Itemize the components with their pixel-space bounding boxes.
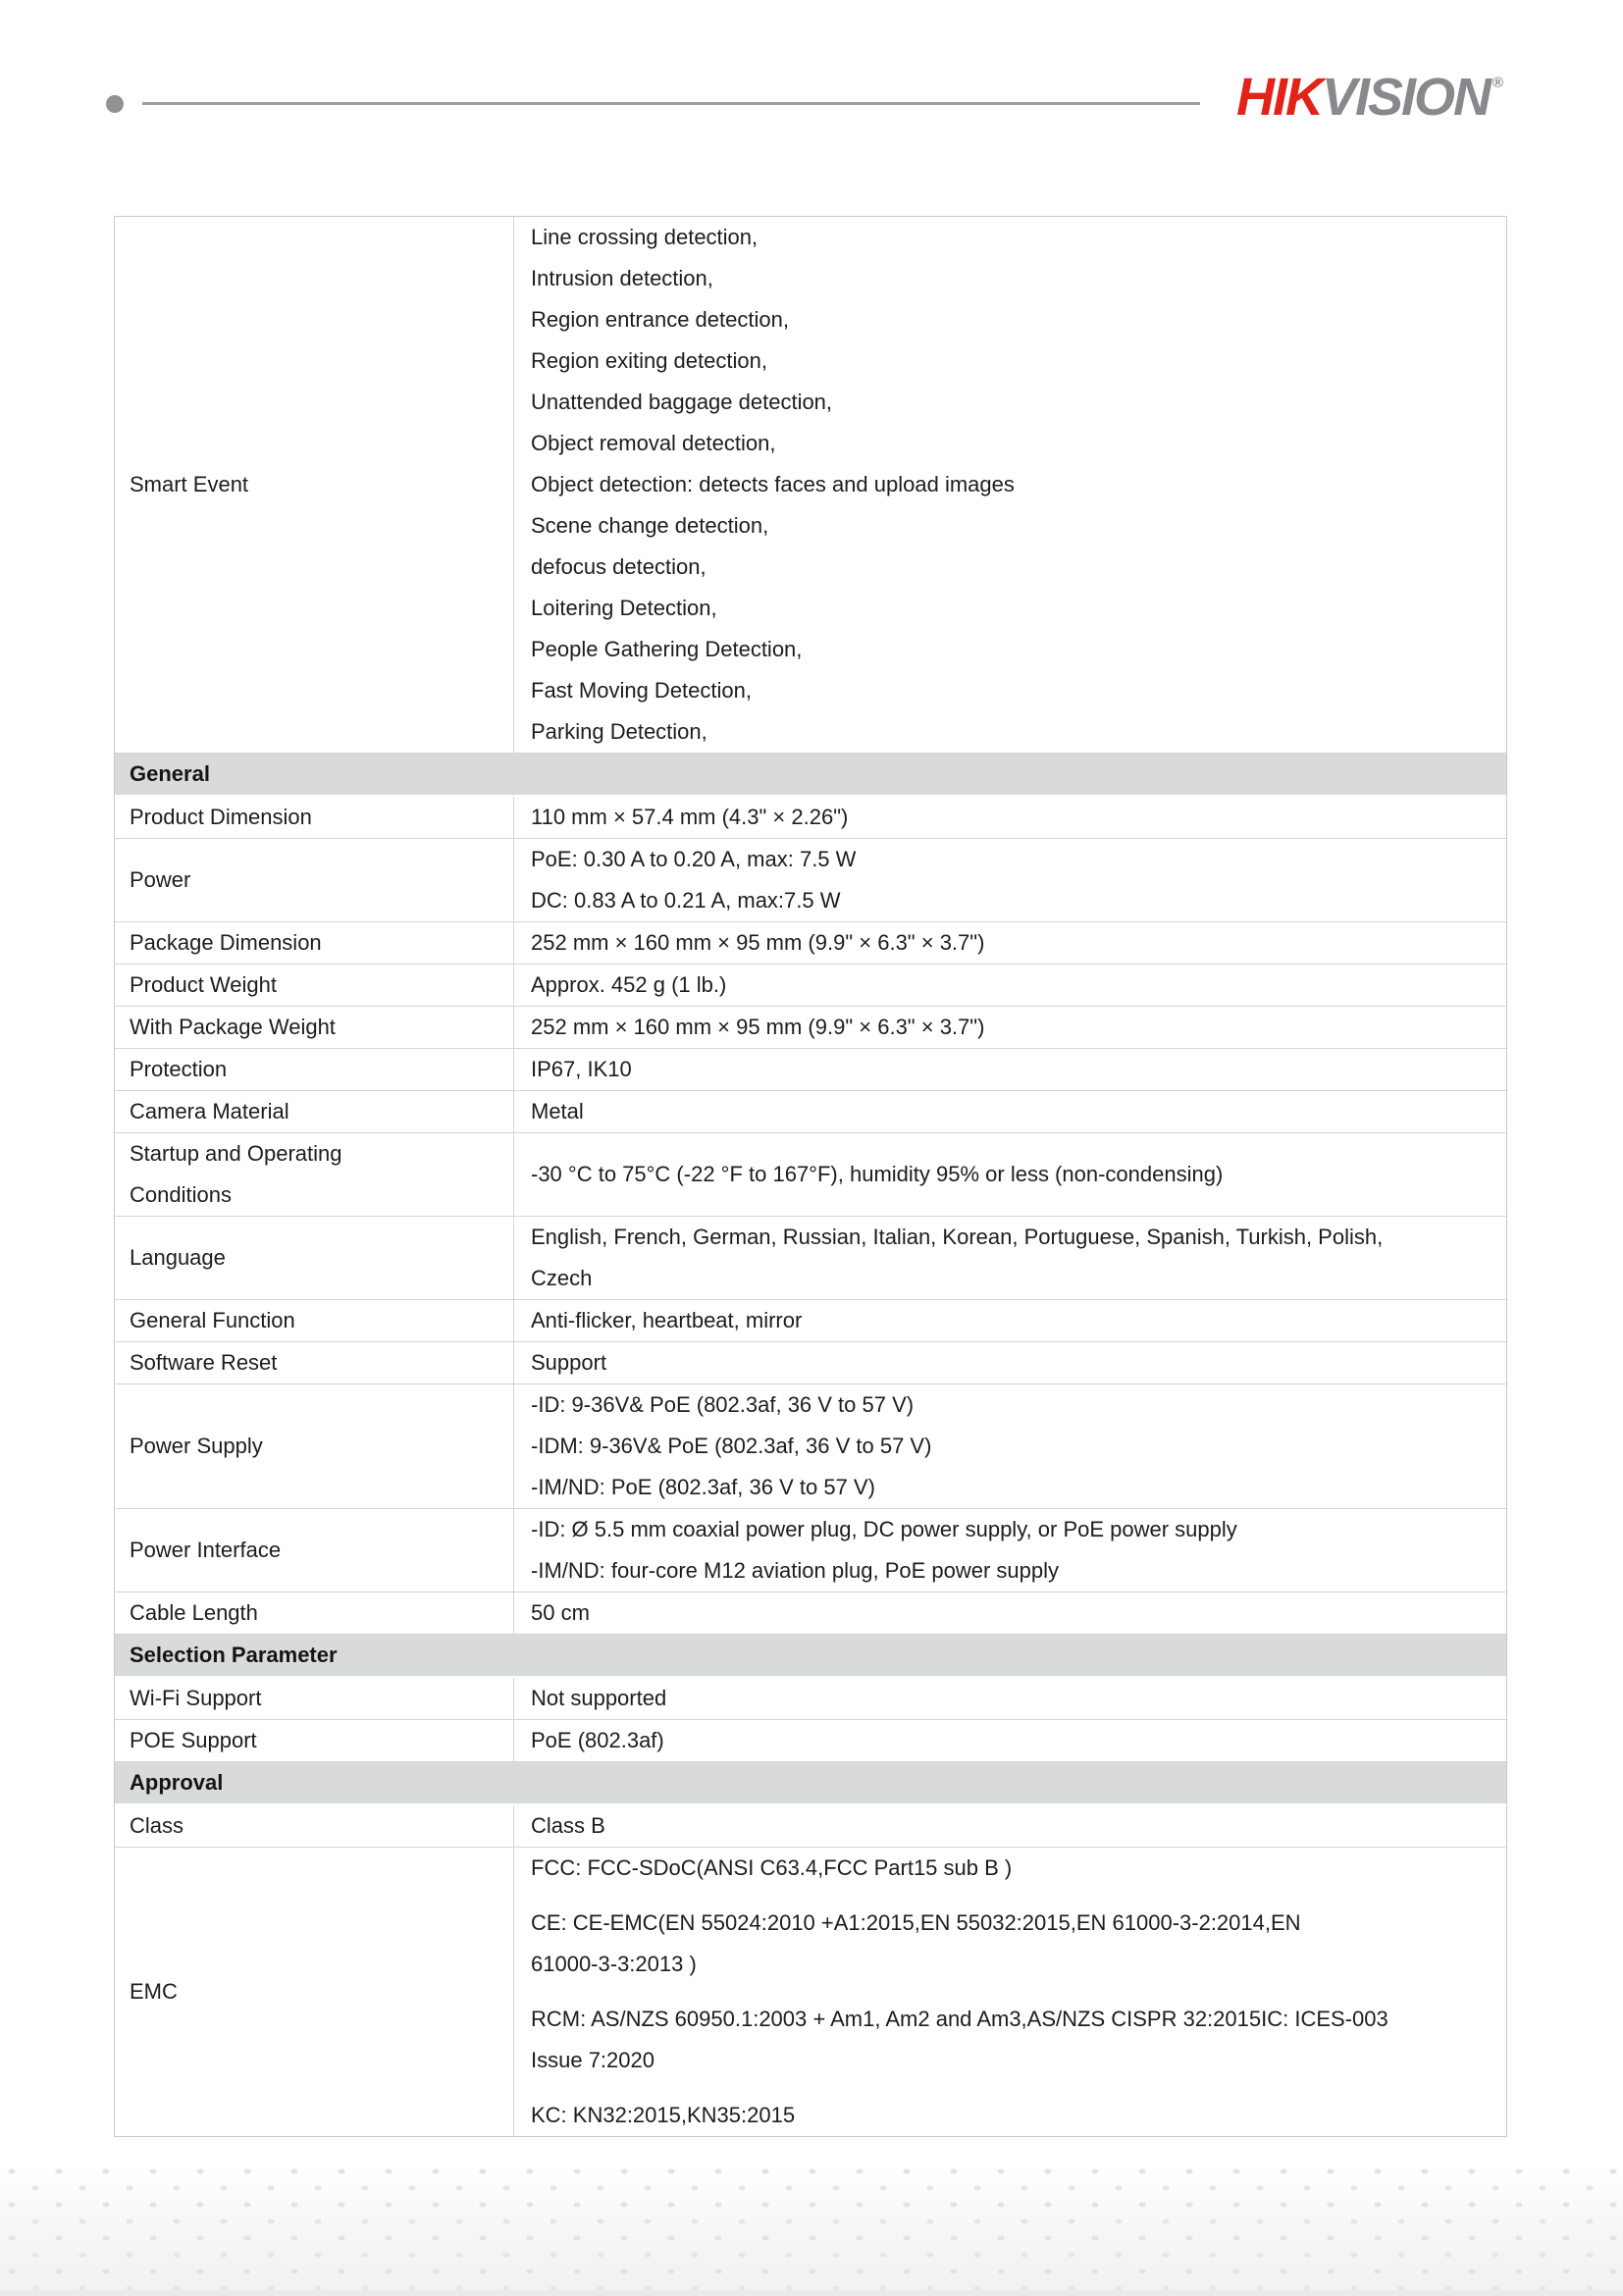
spec-label: Protection (115, 1049, 514, 1090)
spec-label: Package Dimension (115, 922, 514, 964)
spec-row (115, 1049, 1506, 1091)
spec-value: Anti-flicker, heartbeat, mirror (531, 1308, 803, 1332)
spec-label: With Package Weight (115, 1007, 514, 1048)
spec-label: POE Support (115, 1720, 514, 1761)
section-header-row (115, 1635, 1506, 1678)
spec-row (115, 1133, 1506, 1217)
spec-row (115, 217, 1506, 754)
spec-label: General Function (115, 1300, 514, 1341)
section-title: General (130, 761, 210, 786)
spec-label: Startup and Operating Conditions (115, 1133, 514, 1216)
section-header-row (115, 1762, 1506, 1805)
spec-row (115, 922, 1506, 965)
section-title: Selection Parameter (130, 1643, 338, 1667)
spec-row (115, 965, 1506, 1007)
spec-row (115, 1342, 1506, 1384)
spec-row (115, 1300, 1506, 1342)
footer-texture (0, 2163, 1623, 2296)
spec-label: Wi-Fi Support (115, 1678, 514, 1719)
spec-row (115, 839, 1506, 922)
spec-row (115, 1384, 1506, 1509)
logo-hik: HIK (1236, 68, 1322, 127)
spec-label: Product Weight (115, 965, 514, 1006)
spec-value: PoE: 0.30 A to 0.20 A, max: 7.5 W DC: 0.83 A to 0.21 A, max:7.5 W (531, 847, 857, 913)
header-rule (142, 102, 1200, 105)
spec-table (114, 216, 1507, 2137)
spec-value: Metal (531, 1099, 584, 1123)
spec-label: Smart Event (115, 217, 514, 753)
spec-row (115, 1678, 1506, 1720)
spec-value: -ID: Ø 5.5 mm coaxial power plug, DC power supply, or PoE power supply -IM/ND: four-core M12 aviation plug, PoE power supply (531, 1517, 1237, 1583)
spec-row (115, 1592, 1506, 1635)
section-title: Approval (130, 1770, 224, 1795)
spec-value: Class B (531, 1813, 605, 1838)
spec-row (115, 1091, 1506, 1133)
spec-row (115, 1848, 1506, 2136)
spec-row (115, 1007, 1506, 1049)
spec-value: -ID: 9-36V& PoE (802.3af, 36 V to 57 V) -IDM: 9-36V& PoE (802.3af, 36 V to 57 V) -IM/ND: PoE (802.3af, 36 V to 57 V) (531, 1392, 932, 1499)
spec-row (115, 1805, 1506, 1848)
spec-label: Language (115, 1217, 514, 1299)
spec-label: Class (115, 1805, 514, 1847)
spec-label: Cable Length (115, 1592, 514, 1634)
spec-value: Line crossing detection, Intrusion detection, Region entrance detection, Region exiting detection, Unattended baggage detection, Object removal detection, Object detection: detects faces and upload images Scene change detection, defocus detection, Loitering Detection, People Gathering Detection, Fast Moving Detection, Parking Detection, (531, 225, 1015, 744)
spec-value: Approx. 452 g (1 lb.) (531, 972, 727, 997)
registered-trademark-icon: ® (1492, 75, 1504, 91)
spec-row (115, 1509, 1506, 1592)
spec-label: EMC (115, 1848, 514, 2136)
spec-label: Power Interface (115, 1509, 514, 1592)
spec-label: Camera Material (115, 1091, 514, 1132)
section-header-row (115, 754, 1506, 797)
spec-value: Not supported (531, 1686, 667, 1710)
spec-value: English, French, German, Russian, Italian, Korean, Portuguese, Spanish, Turkish, Polish, Czech (531, 1225, 1384, 1290)
page-bottom-strip (0, 2290, 1623, 2296)
spec-label: Software Reset (115, 1342, 514, 1383)
spec-value: 50 cm (531, 1600, 590, 1625)
spec-label: Power (115, 839, 514, 921)
hikvision-logo (1236, 68, 1504, 127)
spec-row (115, 797, 1506, 839)
spec-value: FCC: FCC-SDoC(ANSI C63.4,FCC Part15 sub B ) CE: CE-EMC(EN 55024:2010 +A1:2015,EN 55032:2015,EN 61000-3-2:2014,EN 61000-3-3:2013 ) RCM: AS/NZS 60950.1:2003 + Am1, Am2 and Am3,AS/NZS CISPR 32:2015IC: ICES-003 Issue 7:2020 KC: KN32:2015,KN35:2015 (531, 1855, 1388, 2127)
spec-value: 252 mm × 160 mm × 95 mm (9.9" × 6.3" × 3.7") (531, 1015, 985, 1039)
spec-value: Support (531, 1350, 607, 1375)
spec-value: -30 °C to 75°C (-22 °F to 167°F), humidity 95% or less (non-condensing) (531, 1162, 1224, 1186)
spec-value: PoE (802.3af) (531, 1728, 664, 1752)
spec-value: 110 mm × 57.4 mm (4.3" × 2.26") (531, 805, 849, 829)
logo-vision: VISION (1322, 68, 1491, 127)
spec-value: IP67, IK10 (531, 1057, 632, 1081)
spec-label: Power Supply (115, 1384, 514, 1508)
spec-row (115, 1217, 1506, 1300)
header-bullet-dot (106, 95, 124, 113)
spec-value: 252 mm × 160 mm × 95 mm (9.9" × 6.3" × 3.7") (531, 930, 985, 955)
spec-row (115, 1720, 1506, 1762)
spec-label: Product Dimension (115, 797, 514, 838)
